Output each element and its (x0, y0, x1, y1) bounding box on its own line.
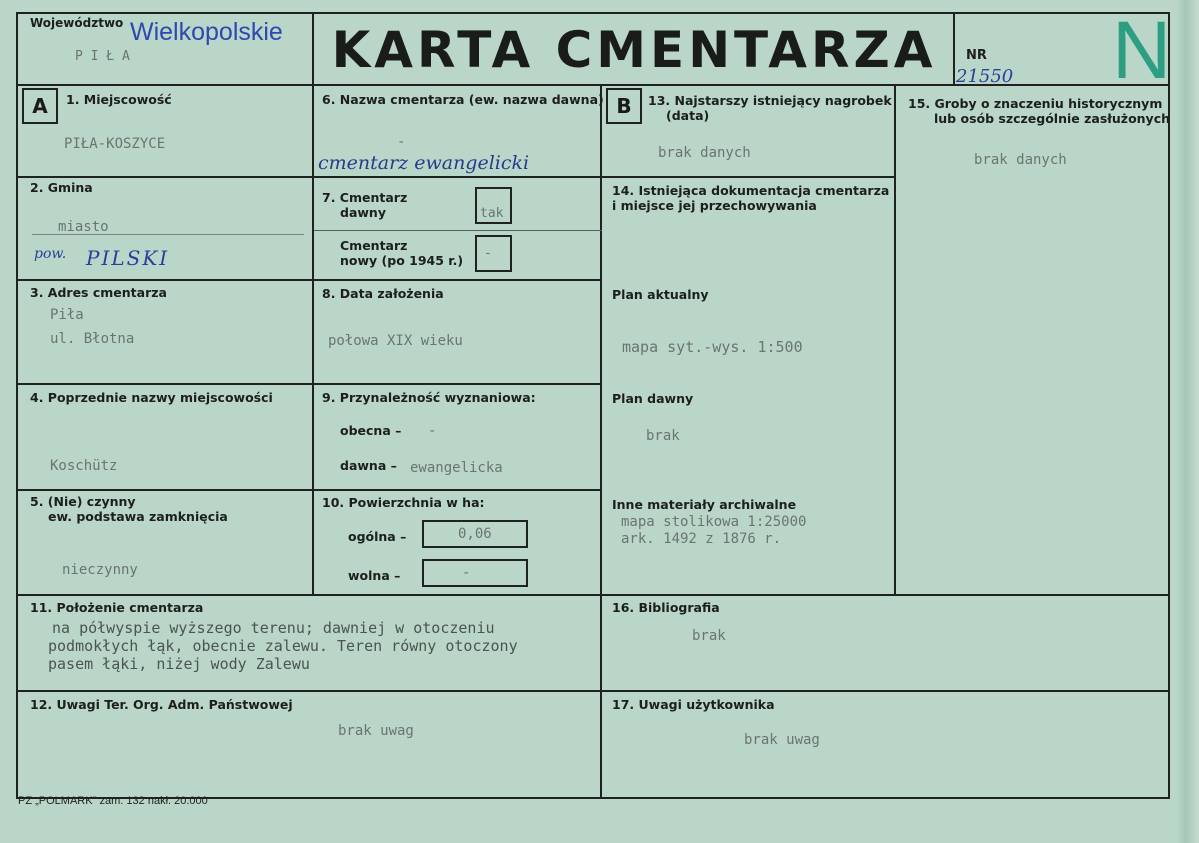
f15-label-1: 15. Groby o znaczeniu historycznym (908, 96, 1163, 111)
f1-label: 1. Miejscowość (66, 92, 172, 107)
f6-hand-value: cmentarz ewangelicki (318, 152, 530, 174)
f14-label-1: 14. Istniejąca dokumentacja cmentarza (612, 183, 890, 198)
f11-line3: pasem łąki, niżej wody Zalewu (48, 655, 310, 673)
frame-right (1168, 12, 1170, 799)
f9-obecna-label: obecna – (340, 423, 402, 438)
f2-label: 2. Gmina (30, 180, 93, 195)
f10-ogolna-label: ogólna – (348, 529, 407, 544)
row-line-1 (16, 176, 602, 178)
f2-hand-value: PILSKI (86, 246, 170, 270)
f13-value: brak danych (658, 145, 751, 161)
f9-dawna-label: dawna – (340, 458, 397, 473)
f3-label: 3. Adres cmentarza (30, 285, 167, 300)
f2-value: miasto (58, 219, 109, 235)
card-title: KARTA CMENTARZA (331, 21, 937, 79)
nr-divider (953, 12, 955, 86)
row-line-3 (16, 383, 602, 385)
f10-label: 10. Powierzchnia w ha: (322, 495, 485, 510)
f15-value: brak danych (974, 152, 1067, 168)
inne-line2: ark. 1492 z 1876 r. (621, 531, 782, 547)
section-a-marker: A (22, 88, 58, 124)
inne-line1: mapa stolikowa 1:25000 (621, 514, 807, 530)
f10-wolna-value: - (462, 565, 471, 581)
f6-value: - (397, 134, 406, 150)
f10-ogolna-box (422, 520, 528, 548)
plan-dawny-label: Plan dawny (612, 391, 694, 406)
f10-wolna-label: wolna – (348, 568, 401, 583)
plan-dawny-value: brak (646, 428, 680, 444)
f7-nowy-box (475, 235, 512, 272)
f16-label: 16. Bibliografia (612, 600, 720, 615)
f17-label: 17. Uwagi użytkownika (612, 697, 775, 712)
f15-label-2: lub osób szczególnie zasłużonych (934, 111, 1171, 126)
f7-nowy-label-1: Cmentarz (340, 238, 408, 253)
f7-nowy-label-2: nowy (po 1945 r.) (340, 253, 464, 268)
card-edge (1177, 0, 1199, 843)
f10-wolna-box (422, 559, 528, 587)
f11-label: 11. Położenie cmentarza (30, 600, 204, 615)
row-line-2 (16, 279, 602, 281)
nr-letter: N (1112, 5, 1172, 96)
wojewodztwo-stamp: Wielkopolskie (130, 18, 283, 46)
f7-divider (314, 230, 602, 231)
f7-nowy-value: - (484, 246, 492, 261)
wojewodztwo-label: Województwo (30, 16, 124, 30)
row-line-6 (16, 690, 1170, 692)
f2-hand-prefix: pow. (34, 246, 67, 262)
plan-aktualny-label: Plan aktualny (612, 287, 709, 302)
col-divider-1 (312, 12, 314, 594)
f4-label: 4. Poprzednie nazwy miejscowości (30, 390, 273, 405)
wojewodztwo-typed: P I Ł A (75, 49, 130, 64)
row-line-5 (16, 594, 1170, 596)
f8-value: połowa XIX wieku (328, 333, 463, 349)
nr-value: 21550 (956, 66, 1014, 87)
f13-label-1: 13. Najstarszy istniejący nagrobek (648, 93, 892, 108)
f11-line2: podmokłych łąk, obecnie zalewu. Teren równy otoczony (48, 637, 518, 655)
section-b-marker: B (606, 88, 642, 124)
f12-label: 12. Uwagi Ter. Org. Adm. Państwowej (30, 697, 293, 712)
f17-value: brak uwag (744, 732, 820, 748)
f9-dawna-value: ewangelicka (410, 460, 503, 476)
f11-line1: na półwyspie wyższego terenu; dawniej w otoczeniu (52, 619, 495, 637)
f9-obecna-value: - (428, 423, 437, 439)
f8-label: 8. Data założenia (322, 286, 444, 301)
f16-value: brak (692, 628, 726, 644)
f7-dawny-label-1: 7. Cmentarz (322, 190, 408, 205)
f6-label: 6. Nazwa cmentarza (ew. nazwa dawna) (322, 92, 604, 107)
f7-dawny-box (475, 187, 512, 224)
f5-value: nieczynny (62, 562, 138, 578)
f7-dawny-label-2: dawny (340, 205, 386, 220)
f5-label-2: ew. podstawa zamknięcia (48, 509, 228, 524)
plan-aktualny-value: mapa syt.-wys. 1:500 (622, 338, 803, 356)
f7-dawny-value: tak (480, 206, 504, 221)
b-row-line (602, 176, 896, 178)
row-line-4 (16, 489, 602, 491)
f4-value: Koschütz (50, 458, 118, 474)
f14-label-2: i miejsce jej przechowywania (612, 198, 817, 213)
frame-top (16, 12, 1170, 14)
f13-label-2: (data) (666, 108, 710, 123)
f1-value: PIŁA-KOSZYCE (64, 136, 166, 152)
frame-left (16, 12, 18, 799)
col-divider-3 (894, 84, 896, 596)
nr-label: NR (966, 48, 987, 63)
inne-label: Inne materiały archiwalne (612, 497, 797, 512)
f10-ogolna-value: 0,06 (458, 526, 492, 542)
f3-line2: ul. Błotna (50, 331, 135, 347)
f9-label: 9. Przynależność wyznaniowa: (322, 390, 536, 405)
f3-line1: Piła (50, 307, 84, 323)
f12-value: brak uwag (338, 723, 414, 739)
f5-label-1: 5. (Nie) czynny (30, 494, 136, 509)
printer-footer: PZ „POLMARK" zam. 132 nakł. 20.000 (18, 795, 208, 807)
